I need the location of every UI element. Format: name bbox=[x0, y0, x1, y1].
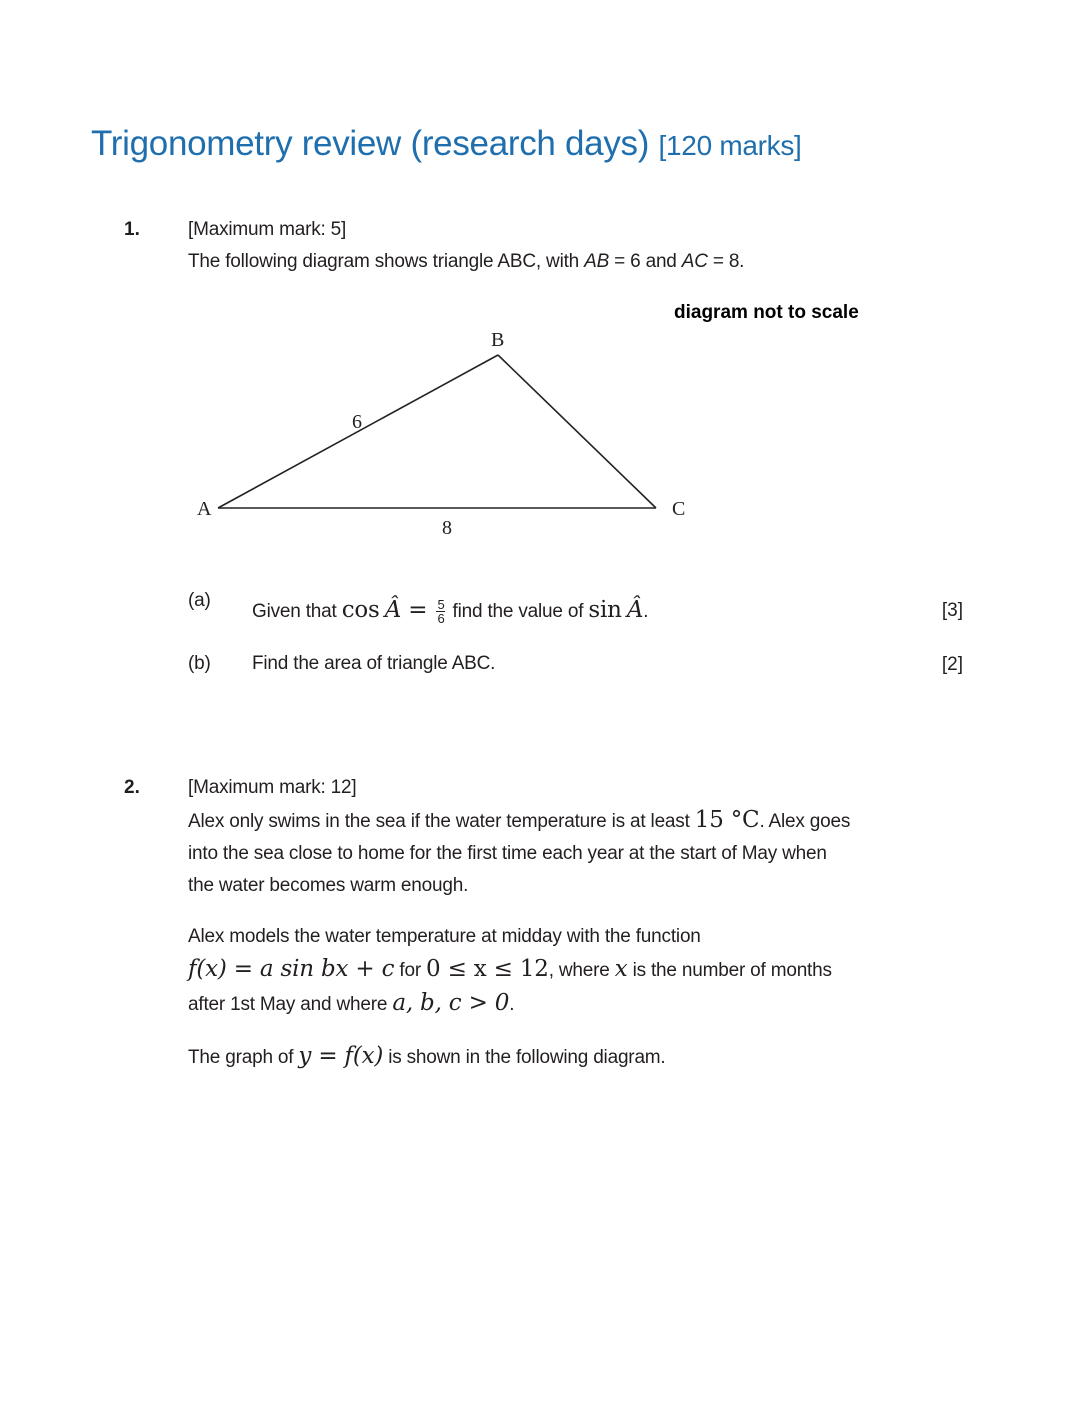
question-1-number: 1. bbox=[124, 219, 140, 240]
temperature-threshold: 15 °C bbox=[694, 807, 760, 833]
vertex-c-label: C bbox=[672, 498, 686, 520]
model-function: f(x) = a sin bx + c bbox=[188, 956, 395, 982]
question-2-paragraph-2: Alex models the water temperature at midday with the function f(x) = a sin bx + c for 0 ≤ x ≤ 12, where x is the number of months after 1st May and where a, b, c > 0. bbox=[188, 926, 832, 1016]
parameter-condition: a, b, c > 0 bbox=[392, 990, 510, 1016]
part-b-label: (b) bbox=[188, 653, 211, 674]
segment-ab-label: AB bbox=[584, 251, 610, 272]
question-2-paragraph-1: Alex only swims in the sea if the water temperature is at least 15 °C. Alex goes into the sea close to home for the first time each year at the start of May when the water becomes warm enough. bbox=[188, 807, 851, 896]
segment-ac-label: AC bbox=[681, 251, 708, 272]
side-ac-length: 8 bbox=[442, 517, 452, 539]
part-a-text: Given that cos Â = $\frac{5}{6}$ find the value of sin Â. bbox=[252, 597, 649, 627]
part-a-label: (a) bbox=[188, 590, 211, 611]
part-b-marks: [2] bbox=[941, 654, 963, 675]
side-bc-line bbox=[498, 355, 656, 508]
title-main: Trigonometry review (research days) bbox=[91, 124, 650, 163]
graph-equation: y = f(x) bbox=[298, 1043, 384, 1069]
fraction-five-sixths: $\frac{5}{6}$ bbox=[437, 597, 445, 627]
part-b-text: Find the area of triangle ABC. bbox=[252, 653, 496, 674]
part-a-marks: [3] bbox=[941, 600, 963, 621]
title-total-marks: [120 marks] bbox=[658, 130, 802, 161]
vertex-b-label: B bbox=[491, 329, 505, 351]
triangle-abc-diagram bbox=[185, 320, 705, 545]
diagram-not-to-scale-note: diagram not to scale bbox=[674, 302, 859, 323]
question-2-paragraph-3: The graph of y = f(x) is shown in the following diagram. bbox=[188, 1043, 666, 1069]
question-1-intro: The following diagram shows triangle ABC, with AB = 6 and AC = 8. bbox=[188, 251, 745, 272]
function-domain: 0 ≤ x ≤ 12 bbox=[426, 956, 549, 982]
side-ab-length: 6 bbox=[352, 411, 362, 433]
question-2-max-mark: [Maximum mark: 12] bbox=[188, 777, 357, 798]
question-1-max-mark: [Maximum mark: 5] bbox=[188, 219, 347, 240]
vertex-a-label: A bbox=[197, 498, 212, 520]
page-title bbox=[91, 124, 802, 164]
question-2-number: 2. bbox=[124, 777, 140, 798]
